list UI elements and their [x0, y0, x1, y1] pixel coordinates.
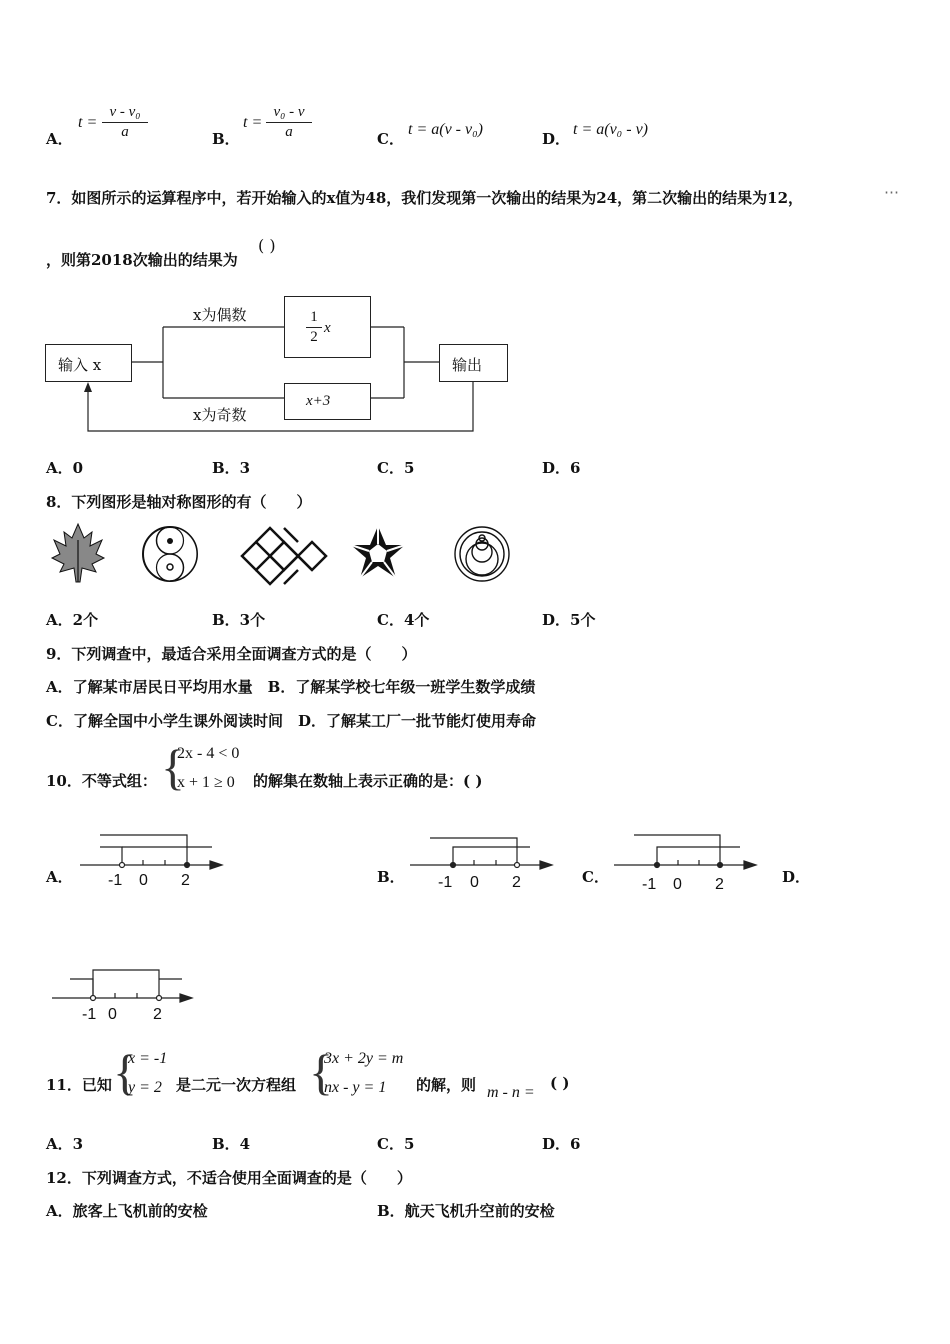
q8-option-a: A．2个 — [46, 611, 99, 629]
q11-number: 11．已知 — [46, 1076, 112, 1094]
q9-stem: 9．下列调查中，最适合采用全面调查方式的是（ ） — [46, 645, 417, 663]
q7-output-label: 输出 — [452, 356, 483, 374]
q7-half-numerator: 1 — [310, 309, 318, 325]
line-c-tick-2: 2 — [715, 876, 724, 893]
q10-brace: { — [161, 739, 185, 795]
q7-option-a: A．0 — [46, 459, 84, 477]
q7-even-label: x为偶数 — [193, 306, 247, 324]
q12-option-a: A．旅客上飞机前的安检 — [46, 1202, 208, 1220]
q11-stem-tail: 的解，则 — [416, 1076, 477, 1094]
q7-stem-line1: 7．如图所示的运算程序中，若开始输入的x值为48，我们发现第一次输出的结果为24，第二次输出的结果为12， — [46, 189, 804, 207]
q7-option-b: B．3 — [212, 459, 251, 477]
q7-half-denominator: 2 — [310, 329, 318, 345]
q6-option-d-expr: t = a(v₀ - v) — [573, 121, 648, 138]
q11-answer-paren: ( ) — [550, 1074, 570, 1092]
number-line-c — [614, 835, 756, 869]
q6-option-b-label: B． — [212, 130, 240, 148]
q9-options-row1: A．了解某市居民日平均用水量 B．了解某学校七年级一班学生数学成绩 — [46, 678, 536, 696]
q6-option-a-denominator: a — [121, 124, 129, 140]
q12-option-b: B．航天飞机升空前的安检 — [377, 1202, 555, 1220]
q6-option-c-label: C． — [377, 130, 404, 148]
number-line-b — [410, 838, 552, 869]
q11-option-b: B．4 — [212, 1135, 251, 1153]
q10-option-c-label: C． — [582, 868, 609, 886]
q7-plus3-label: x+3 — [306, 393, 331, 409]
q10-option-a-label: A． — [46, 868, 73, 886]
q11-stem-mid: 是二元一次方程组 — [176, 1076, 297, 1094]
q6-option-a-label: A． — [46, 130, 73, 148]
q10-option-d-label: D． — [782, 868, 811, 886]
q10-option-b-label: B． — [377, 868, 405, 886]
q8-option-b: B．3个 — [212, 611, 266, 629]
q11-brace-1: { — [113, 1044, 137, 1100]
q6-option-b-denominator: a — [285, 124, 293, 140]
line-b-tick-2: 2 — [512, 874, 521, 891]
q11-expression: m - n = — [487, 1084, 535, 1101]
q7-input-label: 输入 x — [58, 356, 102, 374]
line-b-tick-m1: -1 — [438, 874, 453, 891]
q11-system2-eq2: nx - y = 1 — [324, 1079, 387, 1096]
q7-ellipsis: ⋯ — [884, 183, 899, 201]
q6-option-c-expr: t = a(v - v₀) — [408, 121, 483, 138]
q6-option-b-lhs: t = — [243, 114, 263, 131]
q10-stem-tail: 的解集在数轴上表示正确的是：( ) — [253, 772, 483, 790]
q11-system1-eq2: y = 2 — [128, 1079, 162, 1096]
line-d-tick-0: 0 — [108, 1006, 117, 1023]
q11-system1-eq1: x = -1 — [128, 1050, 168, 1067]
line-d-tick-2: 2 — [153, 1006, 162, 1023]
line-c-tick-0: 0 — [673, 876, 682, 893]
q6-option-a-numerator: v - v₀ — [109, 104, 141, 120]
q9-options-row2: C．了解全国中小学生课外阅读时间 D．了解某工厂一批节能灯使用寿命 — [46, 712, 536, 730]
number-line-a — [80, 835, 222, 869]
q8-option-d: D．5个 — [542, 611, 596, 629]
q12-stem: 12．下列调查方式，不适合使用全面调查的是（ ） — [46, 1169, 412, 1187]
q11-system2-eq1: 3x + 2y = m — [324, 1050, 404, 1067]
line-a-tick-2: 2 — [181, 872, 190, 889]
q7-half-var: x — [324, 320, 331, 336]
q11-option-c: C．5 — [377, 1135, 415, 1153]
q11-brace-2: { — [309, 1044, 333, 1100]
q8-stem: 8．下列图形是轴对称图形的有（ ） — [46, 493, 312, 511]
q7-answer-paren: ( ) — [258, 236, 276, 255]
q8-option-c: C．4个 — [377, 611, 430, 629]
q7-odd-label: x为奇数 — [193, 406, 247, 424]
line-a-tick-m1: -1 — [108, 872, 123, 889]
q10-inequality-1: 2x - 4 < 0 — [177, 745, 240, 762]
line-a-tick-0: 0 — [139, 872, 148, 889]
line-c-tick-m1: -1 — [642, 876, 657, 893]
line-d-tick-m1: -1 — [82, 1006, 97, 1023]
q11-option-d: D．6 — [542, 1135, 581, 1153]
q7-option-c: C．5 — [377, 459, 415, 477]
q10-inequality-2: x + 1 ≥ 0 — [177, 774, 235, 791]
q10-number: 10．不等式组： — [46, 772, 157, 790]
q11-option-a: A．3 — [46, 1135, 84, 1153]
line-b-tick-0: 0 — [470, 874, 479, 891]
q6-option-d-label: D． — [542, 130, 571, 148]
q7-option-d: D．6 — [542, 459, 581, 477]
number-line-d — [52, 970, 192, 1002]
q7-stem-line2: ，则第2018次输出的结果为 — [46, 251, 238, 269]
q6-option-a-lhs: t = — [78, 114, 98, 131]
q6-option-b-numerator: v₀ - v — [273, 104, 305, 120]
